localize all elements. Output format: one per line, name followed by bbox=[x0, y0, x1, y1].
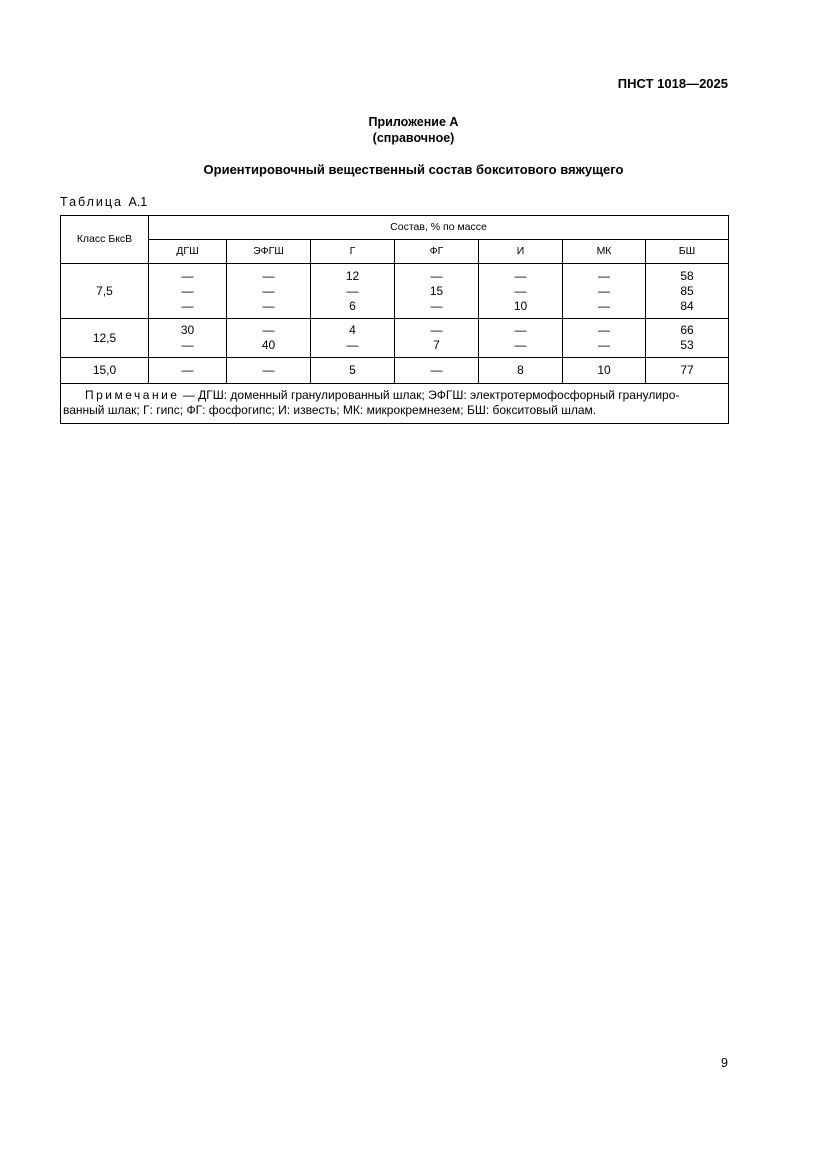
page-number: 9 bbox=[721, 1056, 728, 1070]
class-header: Класс БксВ bbox=[61, 216, 149, 264]
table-cell bbox=[227, 264, 311, 319]
cell-value: 7 bbox=[433, 338, 440, 352]
cell-value: — bbox=[430, 363, 443, 377]
cell-value: 85 bbox=[680, 283, 694, 298]
cell-value: 58 bbox=[680, 268, 694, 283]
table-cell bbox=[563, 264, 646, 319]
table-cell bbox=[149, 319, 227, 358]
cell-value: — bbox=[514, 268, 527, 283]
cell-value: 10 bbox=[597, 363, 611, 377]
cell-value: — bbox=[514, 323, 527, 337]
table-row bbox=[61, 264, 729, 319]
cell-value: — bbox=[598, 283, 610, 298]
cell-value: — bbox=[262, 298, 275, 313]
class-cell: 7,5 bbox=[61, 264, 149, 319]
cell-value: — bbox=[598, 298, 610, 313]
table-note-row bbox=[61, 384, 729, 424]
column-header: Г bbox=[311, 240, 395, 264]
table-row bbox=[61, 319, 729, 358]
cell-value: — bbox=[262, 363, 275, 377]
cell-value: 77 bbox=[680, 363, 694, 377]
cell-value: — bbox=[181, 268, 194, 283]
appendix-heading bbox=[0, 114, 827, 146]
cell-value: 84 bbox=[680, 298, 694, 313]
appendix-subtitle: (справочное) bbox=[372, 131, 455, 145]
table-cell bbox=[395, 319, 479, 358]
table-cell bbox=[395, 264, 479, 319]
cell-value: — bbox=[430, 298, 443, 313]
cell-value: 12 bbox=[345, 268, 360, 283]
cell-value: — bbox=[262, 283, 275, 298]
document-title: Ориентировочный вещественный состав бокситового вяжущего bbox=[203, 162, 624, 177]
column-header: ЭФГШ bbox=[227, 240, 311, 264]
column-header: МК bbox=[563, 240, 646, 264]
cell-value: 5 bbox=[349, 363, 356, 377]
table-cell bbox=[149, 264, 227, 319]
table-cell bbox=[479, 264, 563, 319]
cell-value: 40 bbox=[261, 338, 276, 352]
table-cell bbox=[646, 319, 729, 358]
column-header: И bbox=[479, 240, 563, 264]
cell-value: 4 bbox=[349, 323, 356, 337]
group-header: Состав, % по массе bbox=[149, 216, 729, 240]
cell-value: 6 bbox=[349, 298, 356, 313]
table-cell bbox=[311, 264, 395, 319]
cell-value: — bbox=[598, 323, 610, 337]
cell-value: — bbox=[598, 338, 610, 352]
cell-value: 10 bbox=[513, 298, 528, 313]
table-cell bbox=[227, 319, 311, 358]
note-label: Примечание bbox=[85, 388, 180, 402]
cell-value: — bbox=[430, 268, 443, 283]
table-cell bbox=[395, 358, 479, 384]
note-text-line-2: ванный шлак; Г: гипс; ФГ: фосфогипс; И: известь; МК: микрокремнезем; БШ: бокситовый шлам. bbox=[63, 403, 597, 417]
table-cell bbox=[563, 358, 646, 384]
doc-code: ПНСТ 1018—2025 bbox=[617, 76, 728, 91]
table-cell bbox=[149, 358, 227, 384]
cell-value: — bbox=[262, 323, 275, 337]
cell-value: — bbox=[262, 268, 275, 283]
cell-value: — bbox=[181, 283, 194, 298]
table-caption-number: А.1 bbox=[128, 195, 148, 209]
class-cell: 15,0 bbox=[61, 358, 149, 384]
table-cell bbox=[563, 319, 646, 358]
cell-value: — bbox=[181, 363, 194, 377]
table-caption bbox=[60, 195, 147, 209]
table-cell bbox=[646, 358, 729, 384]
cell-value: 30 bbox=[180, 323, 195, 337]
table-caption-word: Таблица bbox=[60, 195, 124, 209]
cell-value: — bbox=[181, 338, 194, 352]
cell-value: — bbox=[514, 338, 527, 352]
note-text-line-1: — ДГШ: доменный гранулированный шлак; ЭФГШ: электротермофосфорный гранулиро- bbox=[179, 388, 680, 402]
column-header: ДГШ bbox=[149, 240, 227, 264]
cell-value: — bbox=[598, 268, 610, 283]
cell-value: 8 bbox=[517, 363, 524, 377]
column-header-row bbox=[61, 240, 729, 264]
cell-value: 53 bbox=[680, 338, 694, 352]
cell-value: — bbox=[430, 323, 443, 337]
cell-value: — bbox=[181, 298, 194, 313]
table-cell bbox=[479, 319, 563, 358]
table-cell bbox=[479, 358, 563, 384]
table-cell bbox=[646, 264, 729, 319]
table-cell bbox=[311, 358, 395, 384]
cell-value: 66 bbox=[680, 323, 694, 337]
cell-value: 15 bbox=[429, 283, 444, 298]
table-cell bbox=[227, 358, 311, 384]
column-header: БШ bbox=[646, 240, 729, 264]
class-cell: 12,5 bbox=[61, 319, 149, 358]
cell-value: — bbox=[514, 283, 527, 298]
cell-value: — bbox=[346, 338, 359, 352]
table-cell bbox=[311, 319, 395, 358]
table-row bbox=[61, 358, 729, 384]
composition-table bbox=[60, 215, 729, 424]
column-header: ФГ bbox=[395, 240, 479, 264]
table-note bbox=[61, 384, 729, 424]
cell-value: — bbox=[346, 283, 359, 298]
appendix-title: Приложение А bbox=[368, 115, 459, 129]
